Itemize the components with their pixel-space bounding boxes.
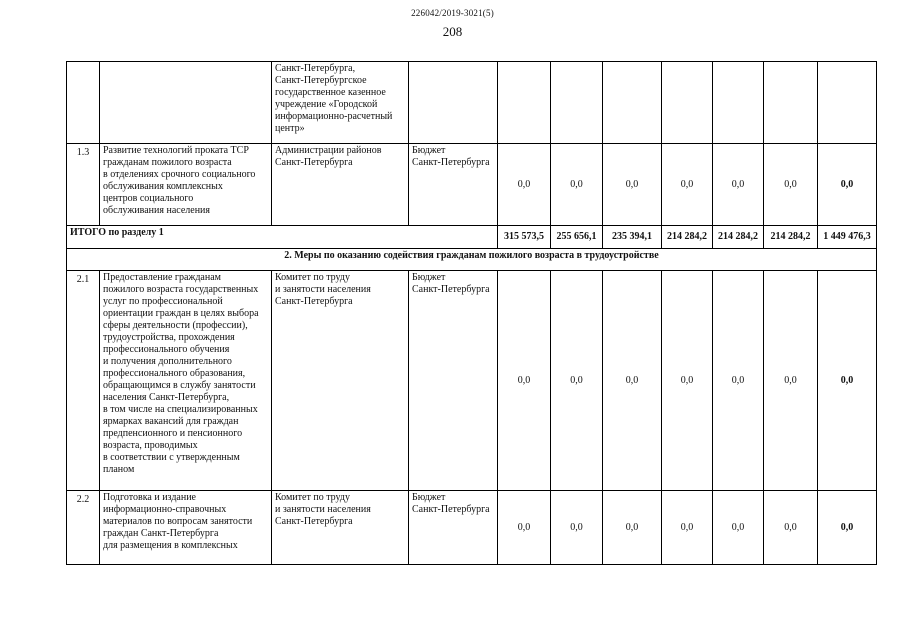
cell-value: 0,0 xyxy=(551,491,603,565)
cell-value xyxy=(498,62,551,144)
cell-value: 0,0 xyxy=(713,271,764,491)
cell-value: 0,0 xyxy=(764,491,818,565)
cell-no: 1.3 xyxy=(67,144,100,226)
cell-executor: Комитет по труду и занятости населения Санкт-Петербурга xyxy=(272,491,409,565)
cell-value xyxy=(662,62,713,144)
cell-total-value: 214 284,2 xyxy=(662,226,713,249)
cell-no: 2.1 xyxy=(67,271,100,491)
cell-value-total: 0,0 xyxy=(818,271,877,491)
cell-executor: Санкт-Петербурга, Санкт-Петербургское государственное казенное учреждение «Городской информационно-расчетный центр» xyxy=(272,62,409,144)
cell-value: 0,0 xyxy=(662,491,713,565)
cell-source: Бюджет Санкт-Петербурга xyxy=(409,271,498,491)
cell-name: Предоставление гражданам пожилого возраста государственных услуг по профессиональной ориентации граждан в целях выбора сферы деятельности (профессии), трудоустройства, прохождения профессионального обучения и получения дополнительного профессионального образования, обращающимся в службу занятости населения Санкт-Петербурга, в том числе на специализированных ярмарках вакансий для граждан предпенсионного и пенсионного возраста, проводимых в соответствии с утвержденным планом xyxy=(100,271,272,491)
cell-value-total: 0,0 xyxy=(818,144,877,226)
cell-executor: Комитет по труду и занятости населения Санкт-Петербурга xyxy=(272,271,409,491)
cell-value: 0,0 xyxy=(764,271,818,491)
table-row-section-header xyxy=(67,249,877,271)
cell-executor: Администрации районов Санкт-Петербурга xyxy=(272,144,409,226)
cell-total-value: 315 573,5 xyxy=(498,226,551,249)
cell-name: Развитие технологий проката ТСР гражданам пожилого возраста в отделениях срочного социального обслуживания комплексных центров социального обслуживания населения xyxy=(100,144,272,226)
cell-value: 0,0 xyxy=(603,271,662,491)
cell-source xyxy=(409,62,498,144)
cell-value xyxy=(764,62,818,144)
cell-value xyxy=(551,62,603,144)
cell-no xyxy=(67,62,100,144)
cell-value-total: 0,0 xyxy=(818,491,877,565)
table-row-section-total xyxy=(67,226,877,249)
cell-total-value: 1 449 476,3 xyxy=(818,226,877,249)
table-row-1-3 xyxy=(67,144,877,226)
cell-value: 0,0 xyxy=(498,144,551,226)
cell-name xyxy=(100,62,272,144)
program-table xyxy=(66,61,877,565)
cell-value: 0,0 xyxy=(603,491,662,565)
cell-name: Подготовка и издание информационно-справочных материалов по вопросам занятости граждан Санкт-Петербурга для размещения в комплексных xyxy=(100,491,272,565)
document-id: 226042/2019-3021(5) xyxy=(411,8,494,18)
cell-value: 0,0 xyxy=(662,144,713,226)
cell-value: 0,0 xyxy=(551,144,603,226)
table-row-2-1 xyxy=(67,271,877,491)
cell-value: 0,0 xyxy=(713,491,764,565)
cell-value: 0,0 xyxy=(764,144,818,226)
cell-total-value: 214 284,2 xyxy=(764,226,818,249)
cell-value: 0,0 xyxy=(498,491,551,565)
cell-value: 0,0 xyxy=(551,271,603,491)
section-total-label: ИТОГО по разделу 1 xyxy=(67,226,498,249)
cell-no: 2.2 xyxy=(67,491,100,565)
cell-value xyxy=(603,62,662,144)
cell-value xyxy=(713,62,764,144)
cell-source: Бюджет Санкт-Петербурга xyxy=(409,491,498,565)
cell-total-value: 214 284,2 xyxy=(713,226,764,249)
cell-value: 0,0 xyxy=(662,271,713,491)
cell-total-value: 235 394,1 xyxy=(603,226,662,249)
cell-value xyxy=(818,62,877,144)
cell-value: 0,0 xyxy=(713,144,764,226)
cell-value: 0,0 xyxy=(498,271,551,491)
cell-total-value: 255 656,1 xyxy=(551,226,603,249)
page-number: 208 xyxy=(442,24,463,39)
table-row-continuation xyxy=(67,62,877,144)
cell-source: Бюджет Санкт-Петербурга xyxy=(409,144,498,226)
table-row-2-2 xyxy=(67,491,877,565)
section-title: 2. Меры по оказанию содействия гражданам пожилого возраста в трудоустройстве xyxy=(67,249,877,271)
cell-value: 0,0 xyxy=(603,144,662,226)
